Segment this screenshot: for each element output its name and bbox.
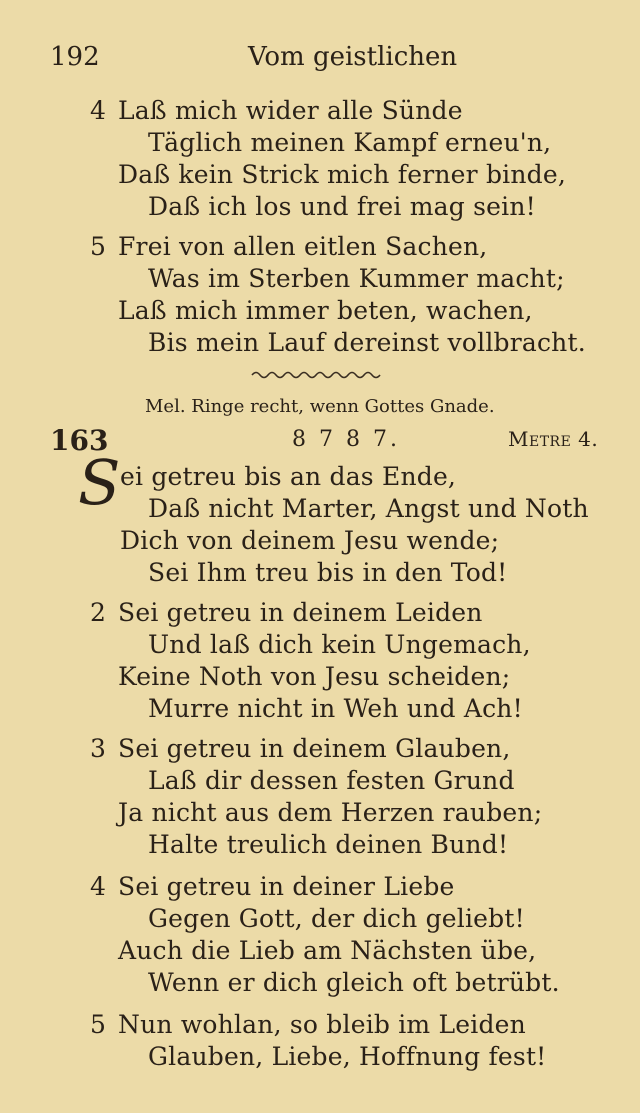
verse-line: Laß mich wider alle Sünde bbox=[118, 96, 463, 125]
verse-line: Halte treulich deinen Bund! bbox=[148, 830, 509, 859]
verse-line: Was im Sterben Kummer macht; bbox=[148, 264, 565, 293]
verse-line: Täglich meinen Kampf erneu'n, bbox=[148, 128, 552, 157]
verse-line: Und laß dich kein Ungemach, bbox=[148, 630, 531, 659]
verse-number: 4 bbox=[90, 96, 106, 125]
verse-line: Glauben, Liebe, Hoffnung fest! bbox=[148, 1042, 547, 1071]
verse-line: Sei Ihm treu bis in den Tod! bbox=[148, 558, 508, 587]
verse-line: Keine Noth von Jesu scheiden; bbox=[118, 662, 511, 691]
verse-number: 5 bbox=[90, 1010, 106, 1039]
verse-line: Gegen Gott, der dich geliebt! bbox=[148, 904, 525, 933]
verse-line: Ja nicht aus dem Herzen rauben; bbox=[118, 798, 543, 827]
verse-line: Auch die Lieb am Nächsten übe, bbox=[118, 936, 537, 965]
metre-label: Metre 4. bbox=[508, 427, 599, 451]
verse-line: Nun wohlan, so bleib im Leiden bbox=[118, 1010, 526, 1039]
verse-line: Dich von deinem Jesu wende; bbox=[120, 526, 500, 555]
verse-line: ei getreu bis an das Ende, bbox=[120, 462, 457, 491]
verse-number: 4 bbox=[90, 872, 106, 901]
verse-line: Daß ich los und frei mag sein! bbox=[148, 192, 536, 221]
verse-line: Daß kein Strick mich ferner binde, bbox=[118, 160, 566, 189]
verse-line: Bis mein Lauf dereinst vollbracht. bbox=[148, 328, 586, 357]
verse-line: Sei getreu in deinem Glauben, bbox=[118, 734, 511, 763]
hymn-number: 163 bbox=[50, 424, 109, 457]
melody-reference: Mel. Ringe recht, wenn Gottes Gnade. bbox=[145, 396, 495, 417]
page-number: 192 bbox=[50, 42, 100, 72]
running-header: Vom geistlichen bbox=[248, 42, 458, 72]
verse-line: Frei von allen eitlen Sachen, bbox=[118, 232, 488, 261]
verse-number: 2 bbox=[90, 598, 106, 627]
meter-notation: 8 7 8 7. bbox=[292, 427, 400, 452]
verse-line: Laß mich immer beten, wachen, bbox=[118, 296, 533, 325]
ornament-divider bbox=[250, 368, 385, 382]
verse-number: 3 bbox=[90, 734, 106, 763]
verse-number: 5 bbox=[90, 232, 106, 261]
verse-line: Daß nicht Marter, Angst und Noth bbox=[148, 494, 589, 523]
verse-line: Laß dir dessen festen Grund bbox=[148, 766, 515, 795]
drop-cap: S bbox=[78, 446, 121, 519]
verse-line: Sei getreu in deinem Leiden bbox=[118, 598, 483, 627]
verse-line: Sei getreu in deiner Liebe bbox=[118, 872, 455, 901]
verse-line: Murre nicht in Weh und Ach! bbox=[148, 694, 523, 723]
verse-line: Wenn er dich gleich oft betrübt. bbox=[148, 968, 560, 997]
